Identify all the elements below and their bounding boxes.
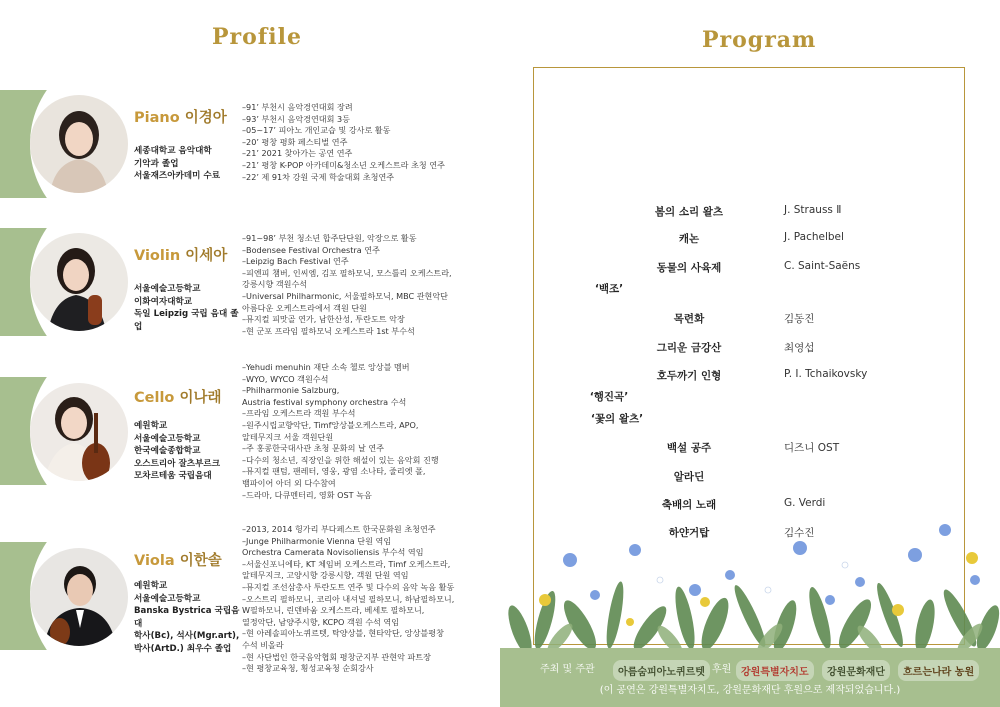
profile-name-viola: Viola 이한솔 (134, 553, 222, 569)
program-item: 축배의 노래 G. Verdi (661, 497, 826, 511)
profile-career-violin: –91~98’ 부천 청소년 합주단단원, 악장으로 활동 –Bodensee Festival Orchestra 연주 –Leipzig Bach Festival 연주 –피엔피 챔버, 인씨엠, 김포 필하모닉, 모스틀리 오케스트라, 강릉시향 객원수석 –Universal Philharmonic, 서울필하모닉, MBC 관현악단 아름다운 오케스트라에서 객원 단원 –뮤지컬 피맛골 연가, 남한산성, 투란도트 악장 –현 군포 프라임 필하모닉 오케스트라 1st 부수석 (242, 233, 452, 336)
profile-education-piano: 세종대학교 음악대학 기악과 졸업 서울재즈아카데미 수료 (134, 146, 221, 181)
program-item: ‘행진곡’ (589, 391, 629, 403)
cellist-photo (30, 383, 128, 481)
sponsor-footer (500, 648, 1000, 707)
sponsor-logo: 강원문화재단 (822, 660, 890, 681)
program-heading: Program (702, 27, 817, 53)
host-logo: 아름숨피아노퀴르텟 (613, 660, 710, 681)
profile-career-viola: –2013, 2014 헝가리 부다페스트 한국문화원 초청연주 –Junge Philharmonie Vienna 단원 역임 Orchestra Camerata Novisoliensis 부수석 역임 –서울신포니에타, KT 체임버 오케스트라, Timf 오케스트라, 알테무지크, 고양시향 강릉시향, 객원 단원 역임 –뮤지컬 조선삼총사 투란도트 연주 및 다수의 음악 녹음 활동 –오스트리 필하모니, 코리아 내셔널 필하모니, 하남필하모니, W필하모니, 린덴바움 오케스트라, 베세토 필하모니, 열정악단, 남양주시향, KCPO 객원 수석 역임 –현 아레솔피아노퀴르텟, 탁양상블, 현타악단, 앙상블평창 수석 비올라 –현 사단법인 한국음악협회 평창군지부 관현악 파트장 –현 평창교육청, 횡성교육청 순회강사 (242, 524, 455, 674)
sponsor-row (500, 656, 1000, 678)
program-item: 백설 공주 디즈니 OST (666, 442, 840, 454)
program-item: ‘꽃의 왈츠’ (590, 413, 644, 425)
violist-photo (30, 548, 128, 646)
sponsor-logo: 흐르는나라 농원 (898, 660, 979, 681)
sponsor-note: (이 공연은 강원특별자치도, 강원문화재단 후원으로 제작되었습니다.) (599, 685, 901, 696)
program-page (500, 0, 1000, 707)
profile-heading: Profile (212, 24, 302, 50)
profile-name-piano: Piano 이경아 (134, 110, 227, 126)
profile-education-viola: 예원학교 서울예술고등학교 Banska Bystrica 국립음대 학사(Bc), 석사(Mgr.art), 박사(ArtD.) 최우수 졸업 (134, 581, 240, 654)
program-item: 하얀거탑 김수진 (668, 527, 815, 539)
pianist-photo (30, 95, 128, 193)
program-item: 목련화 김동진 (673, 313, 815, 325)
program-item: 호두까기 인형 P. I. Tchaikovsky (656, 368, 868, 382)
profile-education-cello: 예원학교 서울예술고등학교 한국예술종합학교 오스트리아 잘츠부르크 모차르테움 국립음대 (134, 421, 221, 481)
program-item: ‘백조’ (594, 283, 624, 295)
host-label: 주최 및 주관 (540, 664, 595, 675)
program-item: 동물의 사육제 C. Saint-Saëns (656, 260, 861, 274)
profile-name-cello: Cello 이나래 (134, 390, 222, 406)
program-item: 그리운 금강산 최영섭 (656, 342, 815, 354)
profile-career-piano: –91’ 부천시 음악경연대회 장려 –93’ 부천시 음악경연대회 3등 –05~17’ 피아노 개인교습 및 강사로 활동 –20’ 평창 평화 페스티벌 연주 –21’ 2021 찾아가는 공연 연주 –21’ 평창 K-POP 아카데미&청소년 오케스트라 초청 연주 –22’ 제 91차 강원 국제 학술대회 초청연주 (242, 102, 445, 182)
floral-illustration (500, 520, 1000, 655)
profile-name-violin: Violin 이세아 (134, 248, 228, 264)
program-item: 알라딘 (673, 471, 705, 483)
violinist-photo (30, 233, 128, 331)
sponsor-label: 후원 (712, 664, 732, 675)
profile-career-cello: –Yehudi menuhin 재단 소속 첼로 앙상블 멤버 –WYO, WYCO 객원수석 –Philharmonie Salzburg, Austria festival symphony orchestra 수석 –프라임 오케스트라 객원 부수석 –원주시립교향악단, Timf앙상블오케스트라, APO, 알테무지크 서울 객원단원 –주 홍콩한국대사관 초청 문화의 날 연주 –다수의 청소년, 직장인을 위한 해설이 있는 음악회 진행 –뮤지컬 팬텀, 팬레터, 영웅, 광염 소나타, 줄리엣 폴, 뱀파이어 아더 외 다수참여 –드라마, 다큐멘터리, 영화 OST 녹음 (242, 362, 439, 500)
program-item: 봄의 소리 왈츠 J. Strauss Ⅱ (654, 204, 842, 218)
profile-education-violin: 서울예술고등학교 이화여자대학교 독일 Leipzig 국립 음대 졸업 (134, 284, 239, 332)
sponsor-logo: 강원특별자치도 (736, 660, 814, 681)
program-item: 캐논 J. Pachelbel (678, 231, 844, 245)
